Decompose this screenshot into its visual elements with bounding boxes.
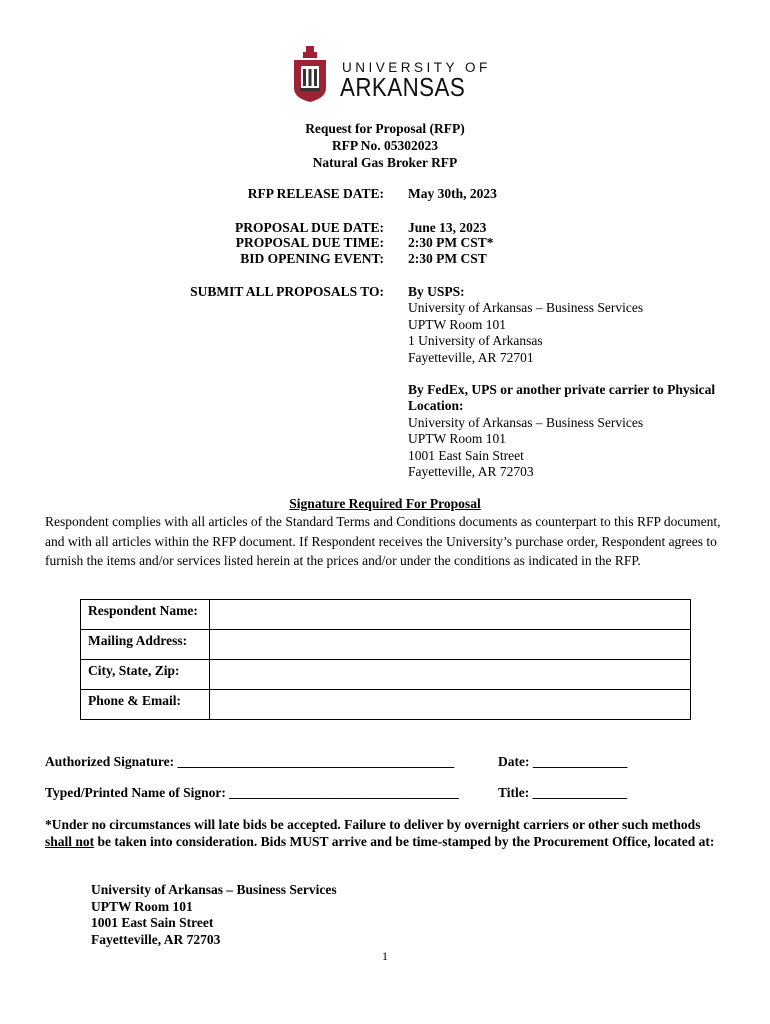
due-time-label: PROPOSAL DUE TIME:	[235, 235, 384, 250]
logo-arkansas: ARKANSAS	[340, 72, 466, 102]
submit-label: SUBMIT ALL PROPOSALS TO:	[190, 284, 384, 299]
due-time-value: 2:30 PM CST*	[408, 235, 494, 250]
carrier-address-block	[408, 382, 715, 480]
address-line: University of Arkansas – Business Services	[91, 882, 337, 897]
procurement-address-block	[91, 882, 337, 948]
due-date-label: PROPOSAL DUE DATE:	[234, 220, 384, 235]
phone-email-field[interactable]	[210, 690, 691, 720]
mailing-address-label: Mailing Address:	[81, 630, 210, 660]
notice-text-cont: be taken into consideration. Bids MUST arrive and be time-stamped by the Procurement Office, located at:	[94, 834, 715, 849]
usps-line: Fayetteville, AR 72701	[408, 349, 534, 365]
phone-email-label: Phone & Email:	[81, 690, 210, 720]
rfp-number: RFP No. 05302023	[331, 138, 439, 153]
address-line: Fayetteville, AR 72703	[91, 931, 221, 947]
rfp-subject: Natural Gas Broker RFP	[312, 155, 458, 170]
mailing-address-field[interactable]	[210, 630, 691, 660]
signature-heading: Signature Required For Proposal	[289, 496, 481, 511]
respondent-table	[80, 599, 691, 720]
notice-text: *Under no circumstances will late bids be accepted. Failure to deliver by overnight carriers or other such methods	[45, 817, 701, 832]
logo-university-of: UNIVERSITY OF	[342, 60, 491, 75]
rfp-title-block	[0, 120, 770, 171]
usps-line: 1 University of Arkansas	[408, 333, 543, 349]
city-state-zip-label: City, State, Zip:	[81, 660, 210, 690]
typed-name-line[interactable]: Typed/Printed Name of Signor: __________________________________	[45, 785, 459, 800]
release-date-value: May 30th, 2023	[408, 186, 497, 201]
usps-line: UPTW Room 101	[408, 316, 507, 332]
notice-emphasis: shall not	[45, 834, 95, 849]
address-line: 1001 East Sain Street	[91, 915, 214, 930]
usps-line: University of Arkansas – Business Services	[408, 300, 644, 316]
bid-opening-label: BID OPENING EVENT:	[240, 251, 384, 266]
address-line: UPTW Room 101	[91, 898, 193, 914]
city-state-zip-field[interactable]	[210, 660, 691, 690]
bid-opening-value: 2:30 PM CST	[408, 251, 487, 266]
page-number: 1	[382, 949, 388, 963]
carrier-line: University of Arkansas – Business Services	[408, 414, 644, 430]
title-line[interactable]: Title: ______________	[498, 785, 628, 800]
respondent-name-field[interactable]	[210, 600, 691, 630]
usps-heading: By USPS:	[408, 284, 465, 299]
carrier-heading: By FedEx, UPS or another private carrier to Physical	[408, 382, 716, 397]
table-row	[81, 630, 691, 660]
rfp-title: Request for Proposal (RFP)	[305, 121, 465, 136]
university-logo	[290, 44, 491, 104]
late-bid-notice	[45, 816, 727, 850]
date-line[interactable]: Date: ______________	[498, 754, 628, 769]
due-date-value: June 13, 2023	[408, 220, 487, 235]
authorized-signature-line[interactable]: Authorized Signature: _________________________________________	[45, 754, 455, 769]
table-row	[81, 660, 691, 690]
carrier-line: Fayetteville, AR 72703	[408, 464, 534, 480]
carrier-heading-cont: Location:	[408, 398, 464, 414]
respondent-name-label: Respondent Name:	[81, 600, 210, 630]
release-date-label: RFP RELEASE DATE:	[247, 186, 384, 201]
table-row	[81, 690, 691, 720]
signature-paragraph: Respondent complies with all articles of the Standard Terms and Conditions documents as counterpart to this RFP document, and with all articles within the RFP document. If Respondent receives the University’s purchase order, Respondent agrees to furnish the items and/or services listed herein at the prices and/or under the conditions as indicated in the RFP.	[45, 514, 721, 568]
old-main-seal-icon	[290, 44, 330, 104]
carrier-line: 1001 East Sain Street	[408, 447, 524, 463]
table-row	[81, 600, 691, 630]
usps-address-block	[408, 284, 643, 366]
carrier-line: UPTW Room 101	[408, 431, 507, 447]
